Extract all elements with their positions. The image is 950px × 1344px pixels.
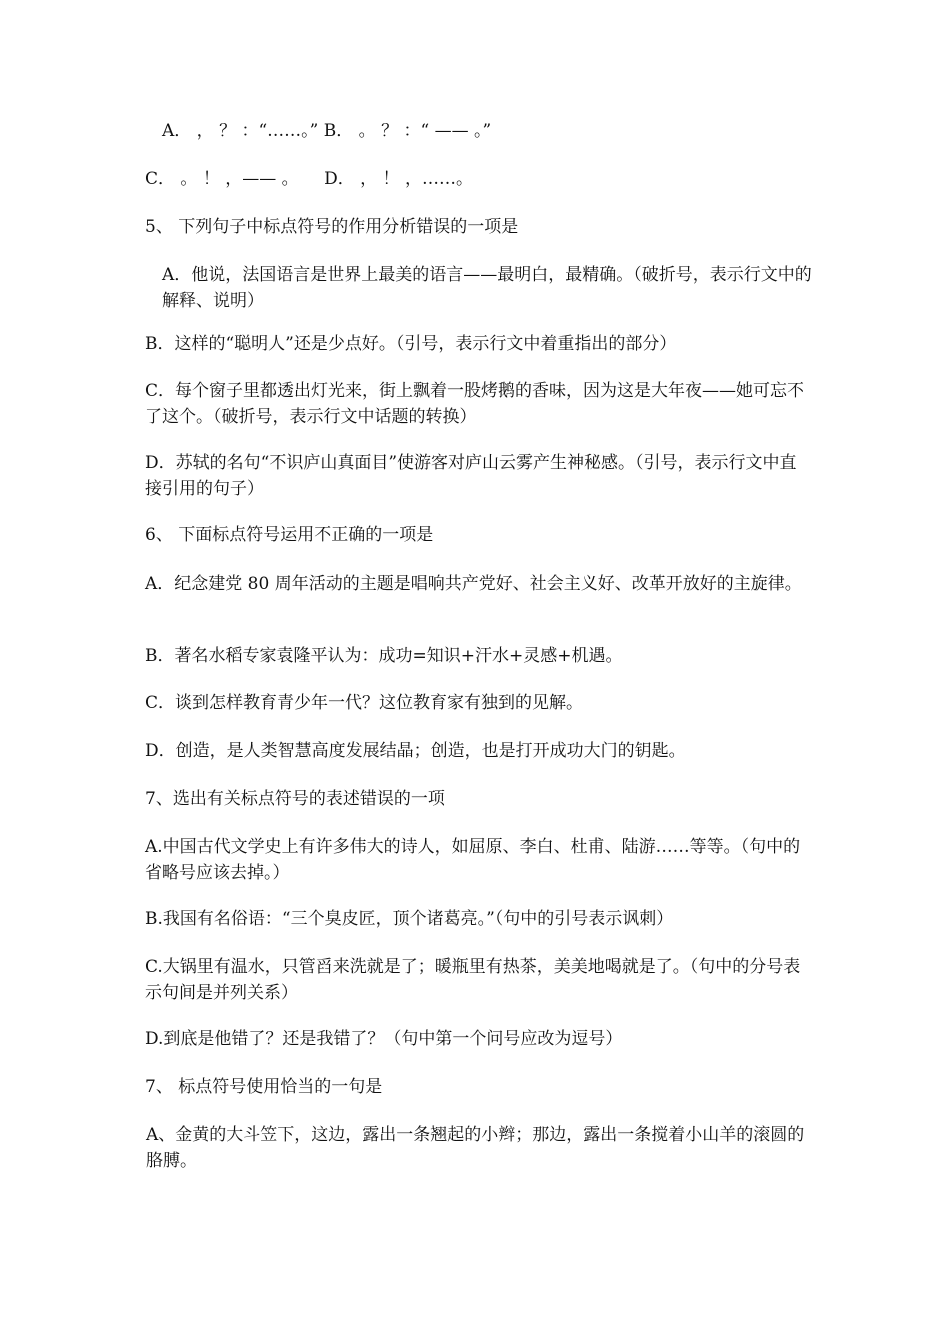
question-6-option-a: A．纪念建党 80 周年活动的主题是唱响共产党好、社会主义好、改革开放好的主旋律。 xyxy=(145,574,802,594)
question-5-option-b: B．这样的“聪明人”还是少点好。（引号，表示行文中着重指出的部分） xyxy=(145,334,677,354)
question-7-option-c: C.大锅里有温水，只管舀来洗就是了；暖瓶里有热茶，美美地喝就是了。（句中的分号表示句间是并列关系） xyxy=(145,957,801,1003)
question-6-option-c: C．谈到怎样教育青少年一代？这位教育家有独到的见解。 xyxy=(145,693,584,713)
question-7-option-d: D.到底是他错了？还是我错了？（句中第一个问号应改为逗号） xyxy=(145,1029,623,1049)
question-6-stem: 6、 下面标点符号运用不正确的一项是 xyxy=(145,525,434,545)
options-line-cd: C． 。 ！ ，—— 。 D． ， ！ ，……。 xyxy=(145,169,473,189)
question-7-option-a: A.中国古代文学史上有许多伟大的诗人，如屈原、李白、杜甫、陆游……等等。（句中的省略号应该去掉。） xyxy=(145,837,801,883)
question-5-option-d: D．苏轼的名句“不识庐山真面目”使游客对庐山云雾产生神秘感。（引号，表示行文中直接引用的句子） xyxy=(145,453,797,499)
question-7b-stem: 7、 标点符号使用恰当的一句是 xyxy=(145,1077,383,1097)
question-5-option-c: C．每个窗子里都透出灯光来，街上飘着一股烤鹅的香味，因为这是大年夜——她可忘不了这个。（破折号，表示行文中话题的转换） xyxy=(145,381,805,427)
options-line-ab: A． ， ？ ：“……。” B． 。 ？ ：“ —— 。” xyxy=(162,121,492,141)
question-7-stem: 7、选出有关标点符号的表述错误的一项 xyxy=(145,789,445,809)
question-5-stem: 5、 下列句子中标点符号的作用分析错误的一项是 xyxy=(145,217,519,237)
question-5-option-a: A．他说，法国语言是世界上最美的语言——最明白，最精确。（破折号，表示行文中的解释、说明） xyxy=(162,265,812,311)
question-7b-option-a: A、金黄的大斗笠下，这边，露出一条翘起的小辫；那边，露出一条搅着小山羊的滚圆的胳膊。 xyxy=(146,1125,805,1171)
question-6-option-d: D．创造，是人类智慧高度发展结晶；创造，也是打开成功大门的钥匙。 xyxy=(145,741,686,761)
question-7-option-b: B.我国有名俗语：“三个臭皮匠，顶个诸葛亮。”（句中的引号表示讽刺） xyxy=(145,909,674,929)
question-6-option-b: B．著名水稻专家袁隆平认为：成功=知识+汗水+灵感+机遇。 xyxy=(145,646,623,666)
